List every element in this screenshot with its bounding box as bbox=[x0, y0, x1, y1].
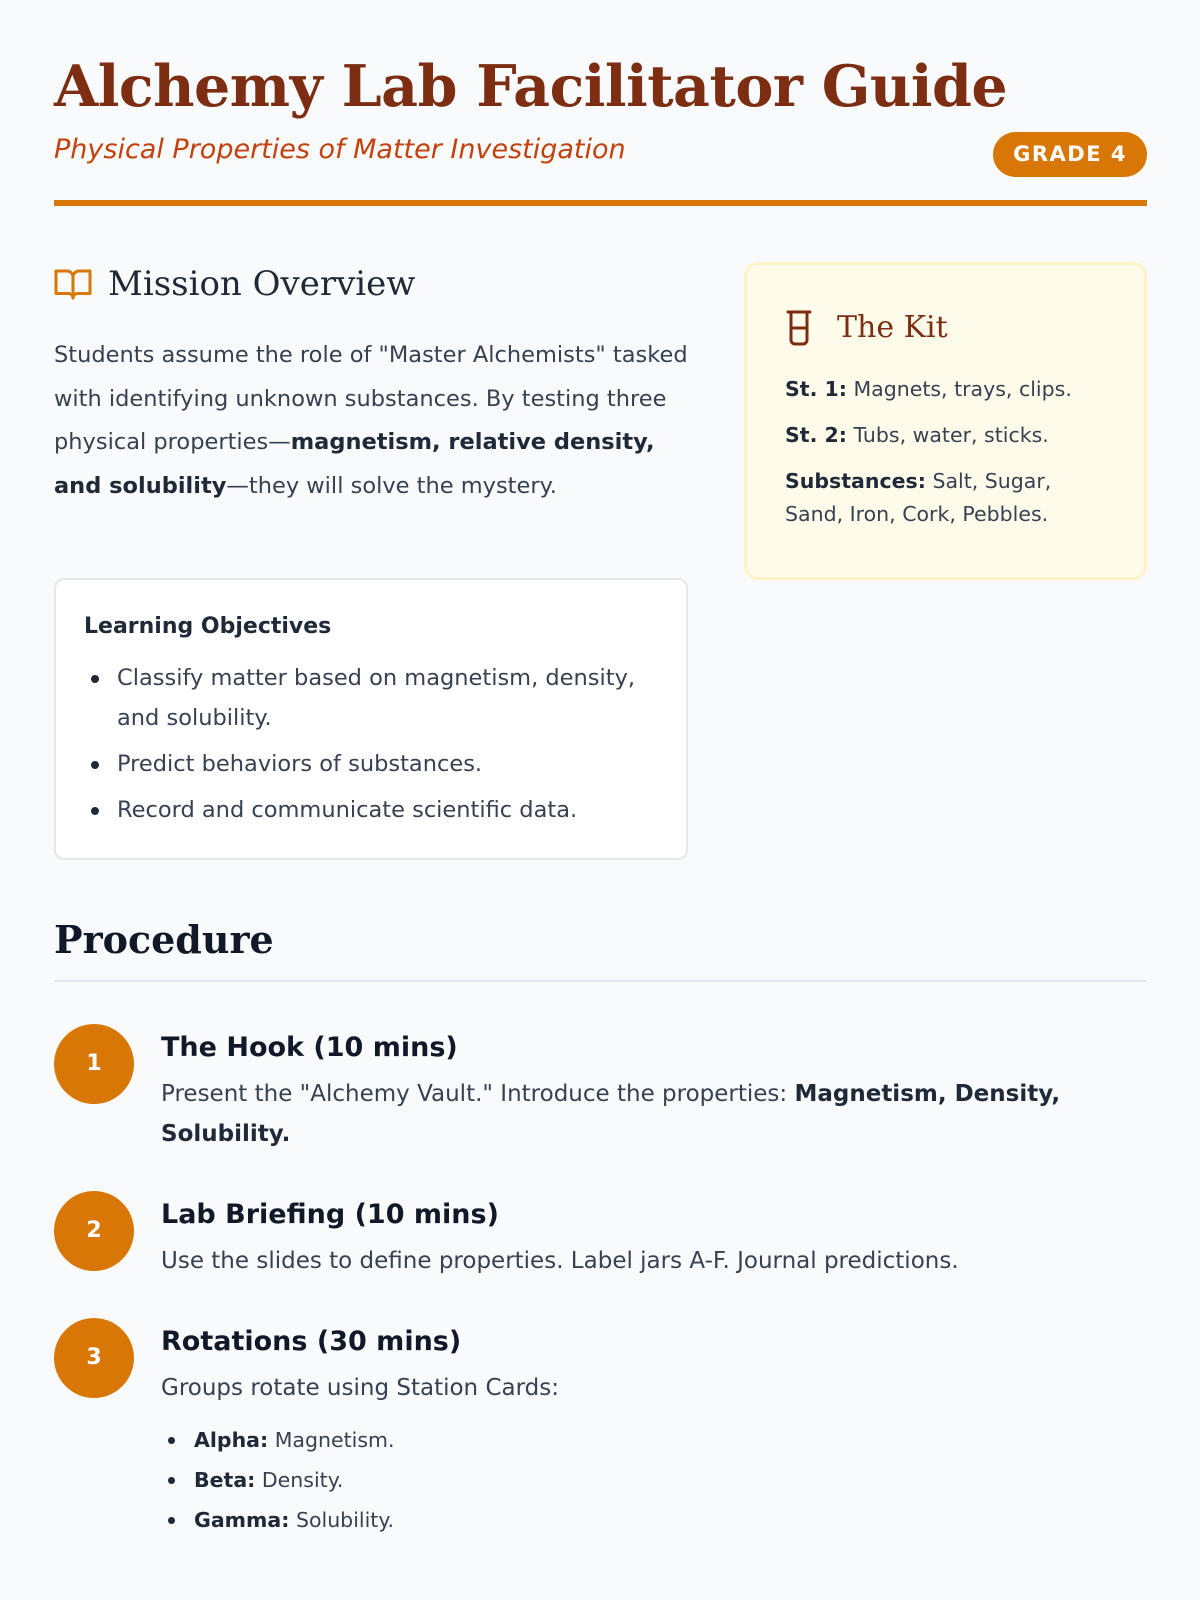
procedure-heading: Procedure bbox=[54, 917, 274, 962]
overview-key-properties: magnetism, relative density, and solubility bbox=[54, 429, 655, 499]
step-number-badge: 2 bbox=[54, 1191, 134, 1271]
step-description: Use the slides to define properties. Label jars A-F. Journal predictions. bbox=[161, 1248, 959, 1274]
mission-overview-text bbox=[54, 334, 694, 508]
overview-text-part: Students assume the role of "Master Alchemists" tasked with identifying unknown substances. By testing three physical properties— bbox=[54, 342, 688, 455]
kit-item-substances bbox=[785, 465, 1106, 531]
kit-item-text: Salt, Sugar, Sand, Iron, Cork, Pebbles. bbox=[785, 469, 1052, 526]
overview-text-part: —they will solve the mystery. bbox=[226, 472, 557, 499]
list-item bbox=[161, 1500, 1121, 1540]
list-item: Predict behaviors of substances. bbox=[84, 744, 658, 784]
station-text: Density. bbox=[255, 1468, 344, 1492]
step-body bbox=[161, 1197, 1121, 1281]
learning-objectives-heading: Learning Objectives bbox=[84, 614, 332, 639]
facilitator-guide-page bbox=[54, 0, 1147, 1600]
kit-item-text: Tubs, water, sticks. bbox=[846, 423, 1049, 447]
kit-item-text: Magnets, trays, clips. bbox=[846, 377, 1072, 401]
station-label: Gamma: bbox=[194, 1508, 290, 1532]
kit-card bbox=[744, 262, 1147, 580]
station-text: Solubility. bbox=[289, 1508, 395, 1532]
list-item bbox=[161, 1460, 1121, 1500]
procedure-divider bbox=[54, 980, 1147, 982]
step-description bbox=[161, 1074, 1121, 1154]
station-list bbox=[161, 1420, 1121, 1540]
step-title: The Hook (10 mins) bbox=[161, 1032, 458, 1063]
page-title: Alchemy Lab Facilitator Guide bbox=[54, 53, 1008, 120]
beaker-icon bbox=[785, 309, 819, 347]
list-item: Record and communicate scientific data. bbox=[84, 790, 658, 830]
step-number-badge: 3 bbox=[54, 1318, 134, 1398]
kit-item-station-2 bbox=[785, 419, 1106, 452]
step-body bbox=[161, 1030, 1121, 1154]
list-item: Classify matter based on magnetism, density, and solubility. bbox=[84, 658, 658, 738]
kit-item-label: St. 1: bbox=[785, 377, 847, 401]
open-book-icon bbox=[54, 265, 94, 303]
step-key-properties: Magnetism, Density, Solubility. bbox=[161, 1081, 1061, 1147]
mission-overview-title: Mission Overview bbox=[108, 264, 416, 304]
step-body bbox=[161, 1324, 1121, 1540]
step-text-part: Present the "Alchemy Vault." Introduce the properties: bbox=[161, 1081, 795, 1107]
station-label: Alpha: bbox=[194, 1428, 269, 1452]
kit-title: The Kit bbox=[837, 310, 948, 345]
step-title: Rotations (30 mins) bbox=[161, 1326, 462, 1357]
grade-badge: GRADE 4 bbox=[993, 132, 1147, 177]
learning-objectives-list bbox=[84, 658, 658, 830]
station-label: Beta: bbox=[194, 1468, 256, 1492]
page-subtitle: Physical Properties of Matter Investigation bbox=[54, 134, 626, 165]
kit-item-label: Substances: bbox=[785, 469, 926, 493]
header-divider bbox=[54, 200, 1147, 206]
step-number-badge: 1 bbox=[54, 1024, 134, 1104]
station-text: Magnetism. bbox=[268, 1428, 395, 1452]
step-title: Lab Briefing (10 mins) bbox=[161, 1199, 499, 1230]
step-description: Groups rotate using Station Cards: bbox=[161, 1375, 559, 1401]
kit-item-label: St. 2: bbox=[785, 423, 847, 447]
kit-item-station-1 bbox=[785, 373, 1106, 406]
kit-heading bbox=[785, 309, 1106, 347]
learning-objectives-card bbox=[54, 578, 688, 860]
mission-overview-heading bbox=[54, 264, 415, 304]
list-item bbox=[161, 1420, 1121, 1460]
